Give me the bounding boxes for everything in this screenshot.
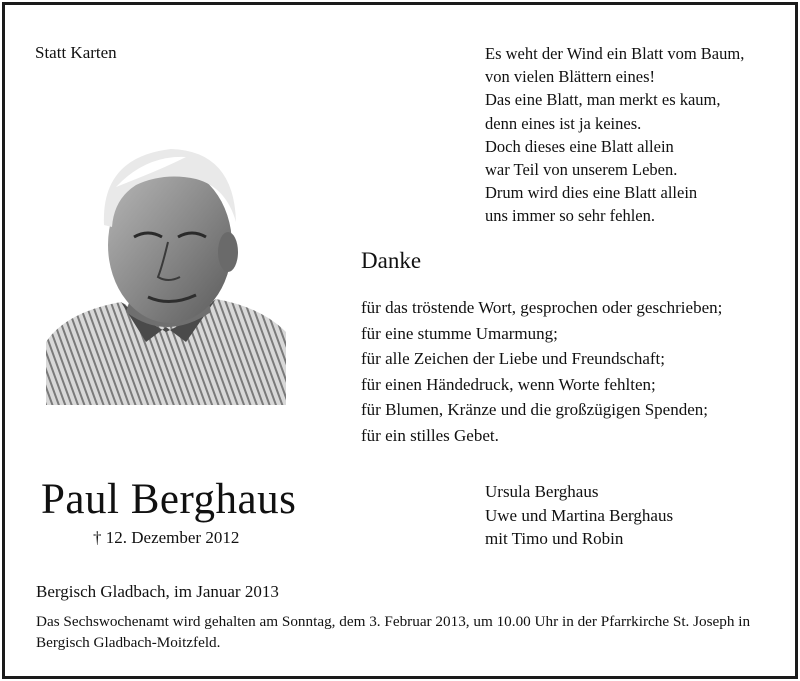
thanks-list [361, 295, 722, 448]
poem-line: uns immer so sehr fehlen. [485, 206, 656, 226]
service-info: Das Sechswochenamt wird gehalten am Sonntag, dem 3. Februar 2013, um 10.00 Uhr in der Pfarrkirche St. Joseph in Bergisch Gladbach-Moitzfeld. [36, 613, 751, 651]
poem-line: denn eines ist ja keines. [485, 113, 642, 133]
poem-line: war Teil von unserem Leben. [485, 160, 678, 180]
thanks-line: für alle Zeichen der Liebe und Freundschaft; [361, 349, 665, 368]
poem-line: Es weht der Wind ein Blatt vom Baum, [485, 44, 745, 63]
poem [485, 42, 744, 228]
mourner-line: Uwe und Martina Berghaus [485, 505, 674, 525]
statt-karten-label: Statt Karten [35, 43, 117, 62]
poem-line: von vielen Blättern eines! [485, 67, 655, 87]
thanks-heading: Danke [361, 248, 422, 273]
place-date: Bergisch Gladbach, im Januar 2013 [36, 582, 279, 601]
thanks-line: für einen Händedruck, wenn Worte fehlten; [361, 374, 656, 394]
obituary-card [2, 2, 798, 679]
mourner-line: Ursula Berghaus [485, 482, 599, 501]
deceased-name: Paul Berghaus [41, 476, 297, 523]
mourners-list [485, 480, 673, 551]
poem-line: Doch dieses eine Blatt allein [485, 136, 674, 156]
poem-line: Das eine Blatt, man merkt es kaum, [485, 90, 721, 110]
thanks-line: für Blumen, Kränze und die großzügigen Spenden; [361, 400, 708, 419]
mourner-line: mit Timo und Robin [485, 529, 624, 548]
death-date: † 12. Dezember 2012 [93, 528, 240, 547]
thanks-line: für ein stilles Gebet. [361, 425, 499, 445]
poem-line: Drum wird dies eine Blatt allein [485, 183, 698, 203]
thanks-line: für eine stumme Umarmung; [361, 323, 558, 343]
thanks-line: für das tröstende Wort, gesprochen oder geschrieben; [361, 298, 723, 317]
portrait-photo [46, 127, 286, 405]
